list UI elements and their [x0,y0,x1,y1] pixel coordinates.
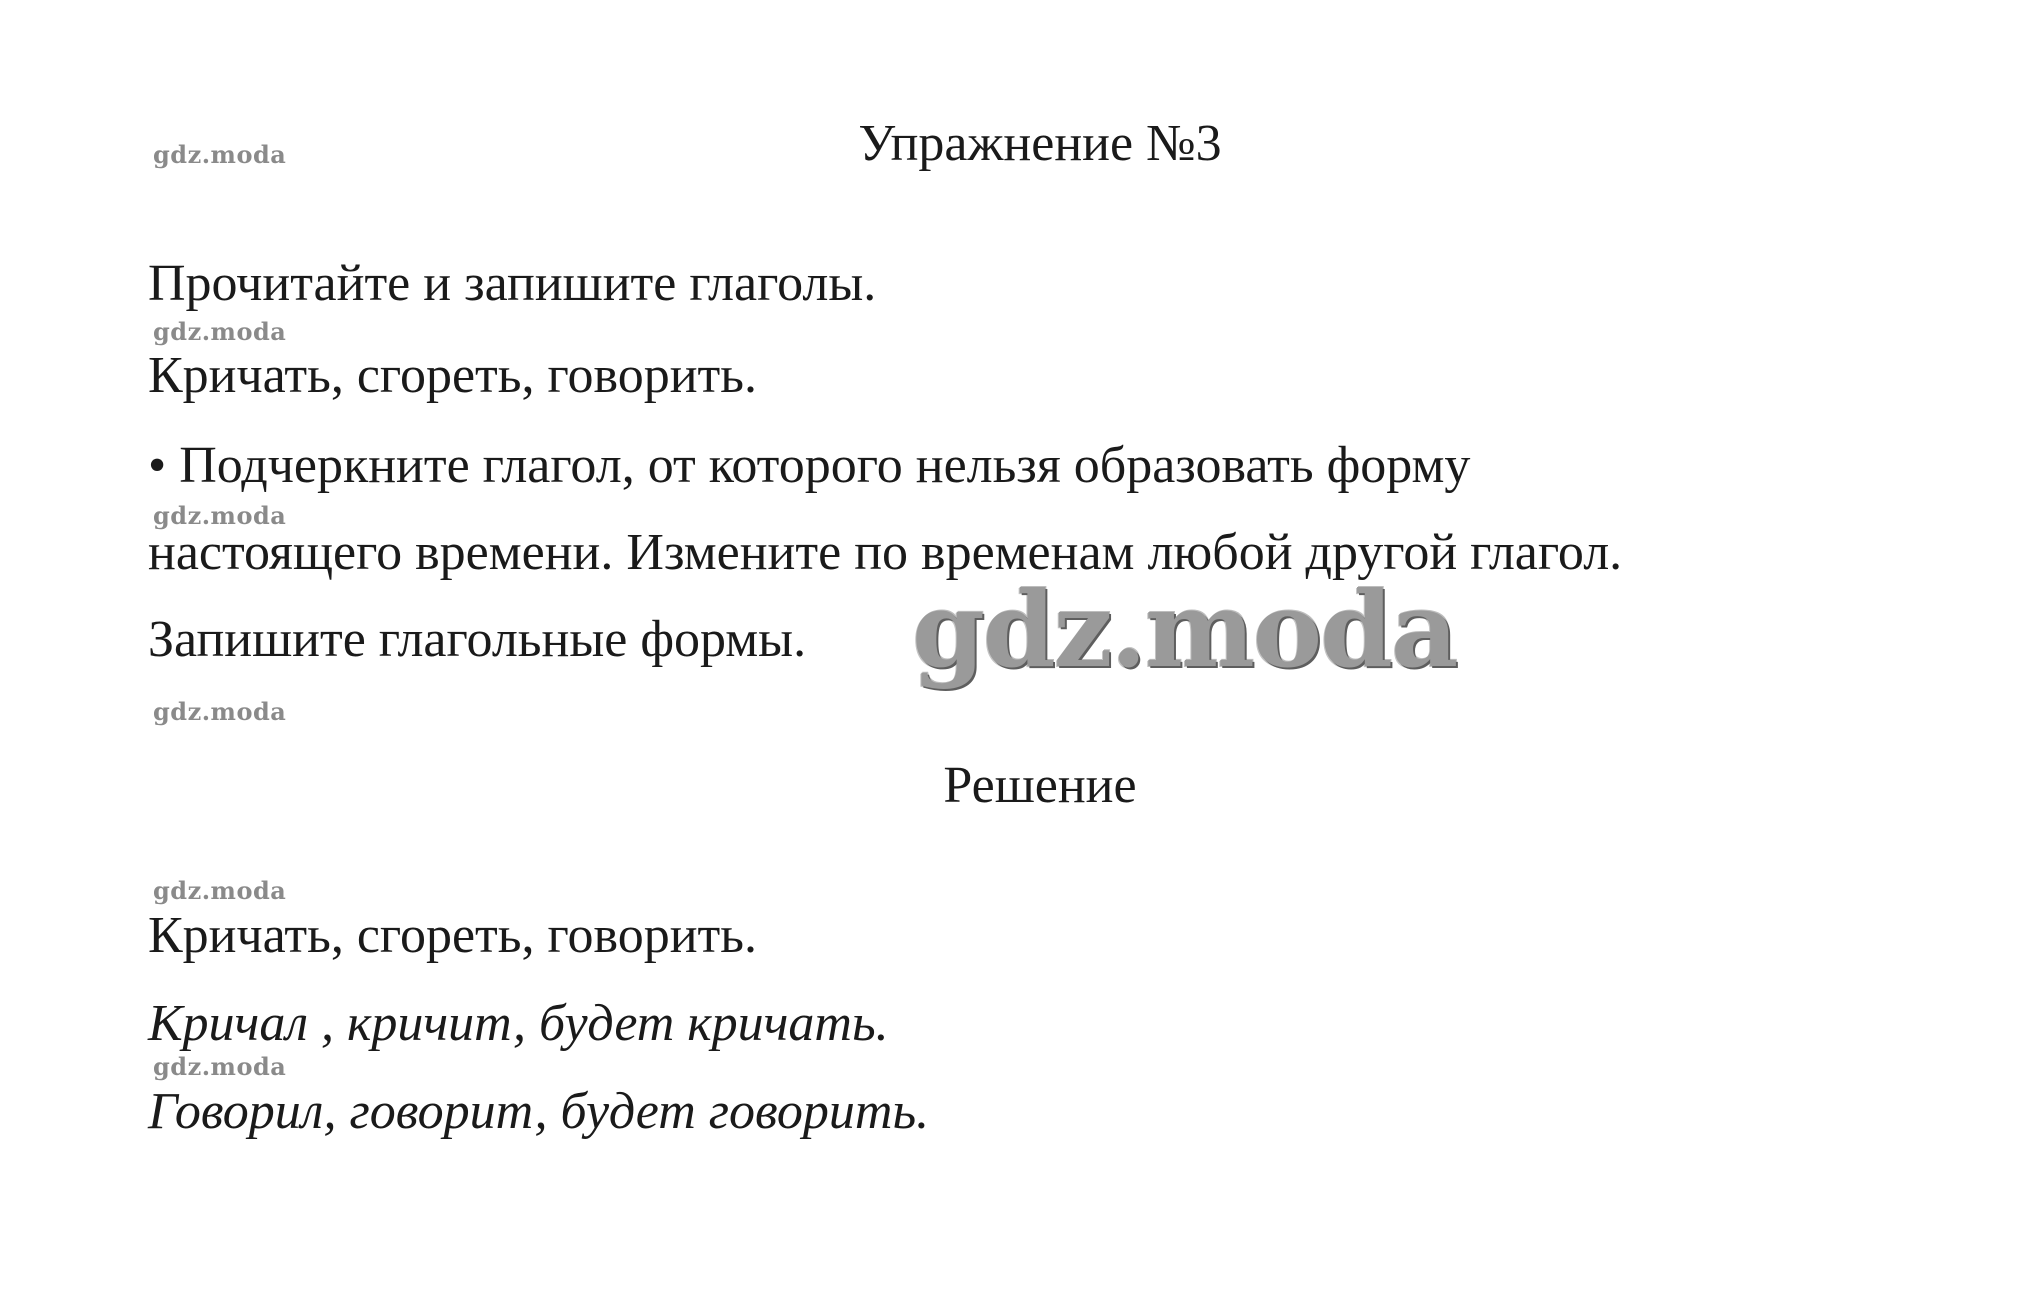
solution-heading: Решение [943,757,1137,814]
solution-line-1: Кричать, сгореть, говорить. [148,907,757,964]
task-line-2: Кричать, сгореть, говорить. [148,347,757,404]
watermark-small: gdz.moda [153,501,287,530]
task-line-4: настоящего времени. Измените по временам любой другой глагол. [148,524,1623,581]
watermark-large: gdz.moda [912,568,1457,691]
watermark-small: gdz.moda [153,876,287,905]
solution-line-2: Кричал , кричит, будет кричать. [148,995,889,1052]
task-line-3: • Подчеркните глагол, от которого нельзя образовать форму [148,437,1471,494]
solution-line-3: Говорил, говорит, будет говорить. [148,1083,930,1140]
watermark-small: gdz.moda [153,1052,287,1081]
watermark-small: gdz.moda [153,140,287,169]
task-line-5: Запишите глагольные формы. [148,611,807,668]
exercise-title: Упражнение №3 [858,115,1222,172]
task-line-1: Прочитайте и запишите глаголы. [148,255,877,312]
watermark-small: gdz.moda [153,317,287,346]
watermark-small: gdz.moda [153,697,287,726]
